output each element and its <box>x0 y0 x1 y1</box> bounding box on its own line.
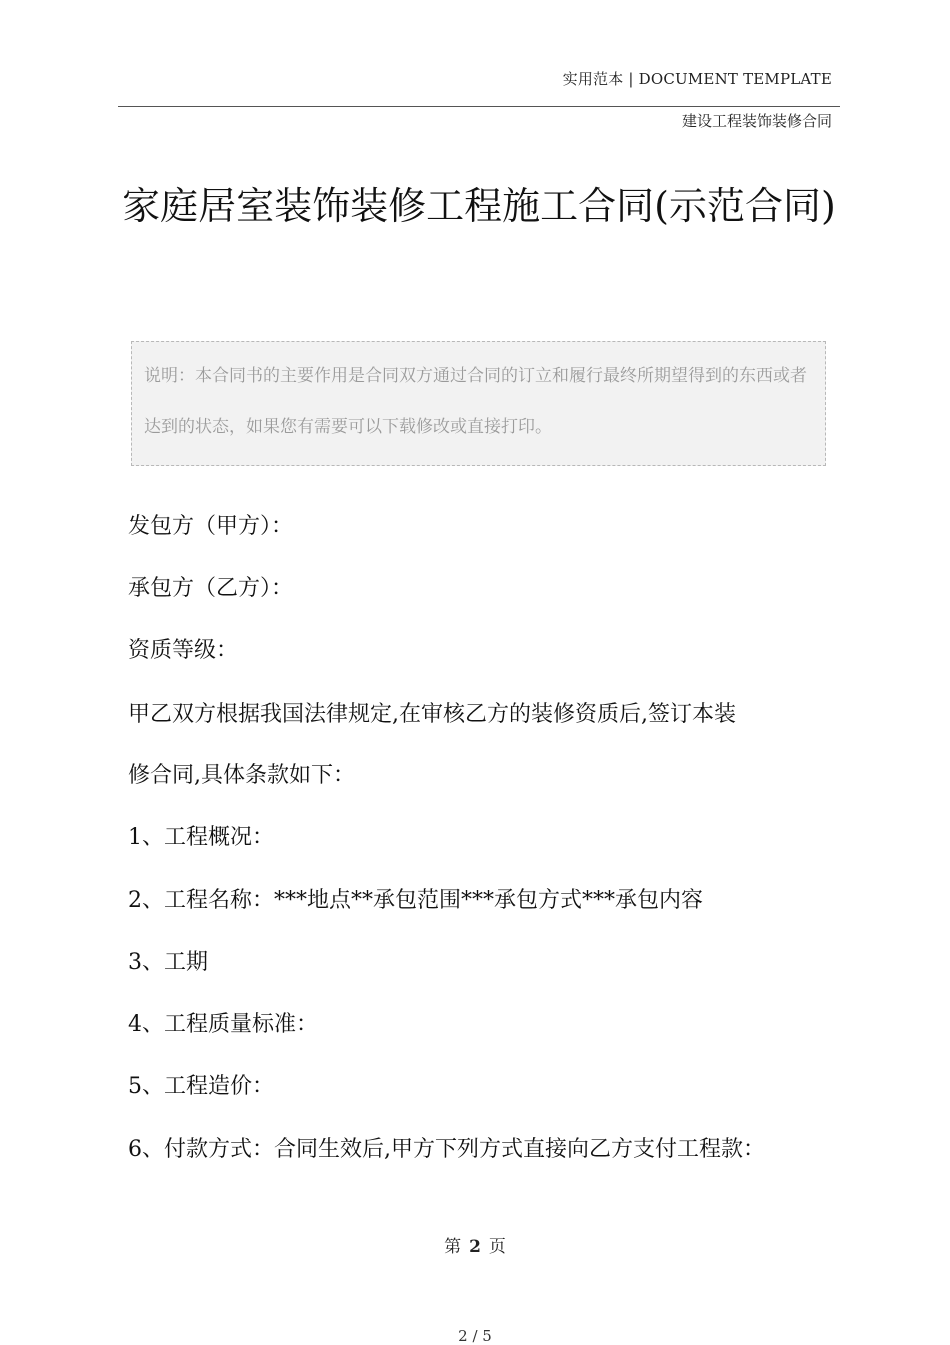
page-count-indicator: 2 / 5 <box>458 1327 492 1345</box>
qualification-line: 资质等级： <box>128 638 239 663</box>
description-note-text: 说明：本合同书的主要作用是合同双方通过合同的订立和履行最终所期望得到的东西或者达到的状态，如果您有需要可以下载修改或直接打印。 <box>144 366 807 437</box>
party-a-line: 发包方（甲方）： <box>128 514 294 539</box>
header-divider <box>118 106 840 107</box>
intro-line-2: 修合同,具体条款如下： <box>128 763 355 788</box>
party-b-line: 承包方（乙方）： <box>128 576 294 601</box>
clause-item: 2、工程名称：***地点**承包范围***承包方式***承包内容 <box>128 888 703 913</box>
page-prefix: 第 <box>444 1237 462 1257</box>
intro-line-1: 甲乙双方根据我国法律规定,在审核乙方的装修资质后,签订本装 <box>128 702 736 727</box>
page-number-footer <box>0 1232 950 1257</box>
clause-item: 3、工期 <box>128 950 208 975</box>
header-category: 建设工程装饰装修合同 <box>681 112 832 130</box>
clause-item: 5、工程造价： <box>128 1074 274 1099</box>
document-title: 家庭居室装饰装修工程施工合同(示范合同) <box>122 184 836 228</box>
clause-item: 1、工程概况： <box>128 825 274 850</box>
description-note-box <box>131 341 826 466</box>
clause-item: 4、工程质量标准： <box>128 1012 318 1037</box>
header-template-label: 实用范本 | DOCUMENT TEMPLATE <box>562 70 832 88</box>
page-suffix: 页 <box>488 1237 506 1257</box>
page-number: 2 <box>469 1237 481 1257</box>
clause-item: 6、付款方式：合同生效后,甲方下列方式直接向乙方支付工程款： <box>128 1137 765 1162</box>
